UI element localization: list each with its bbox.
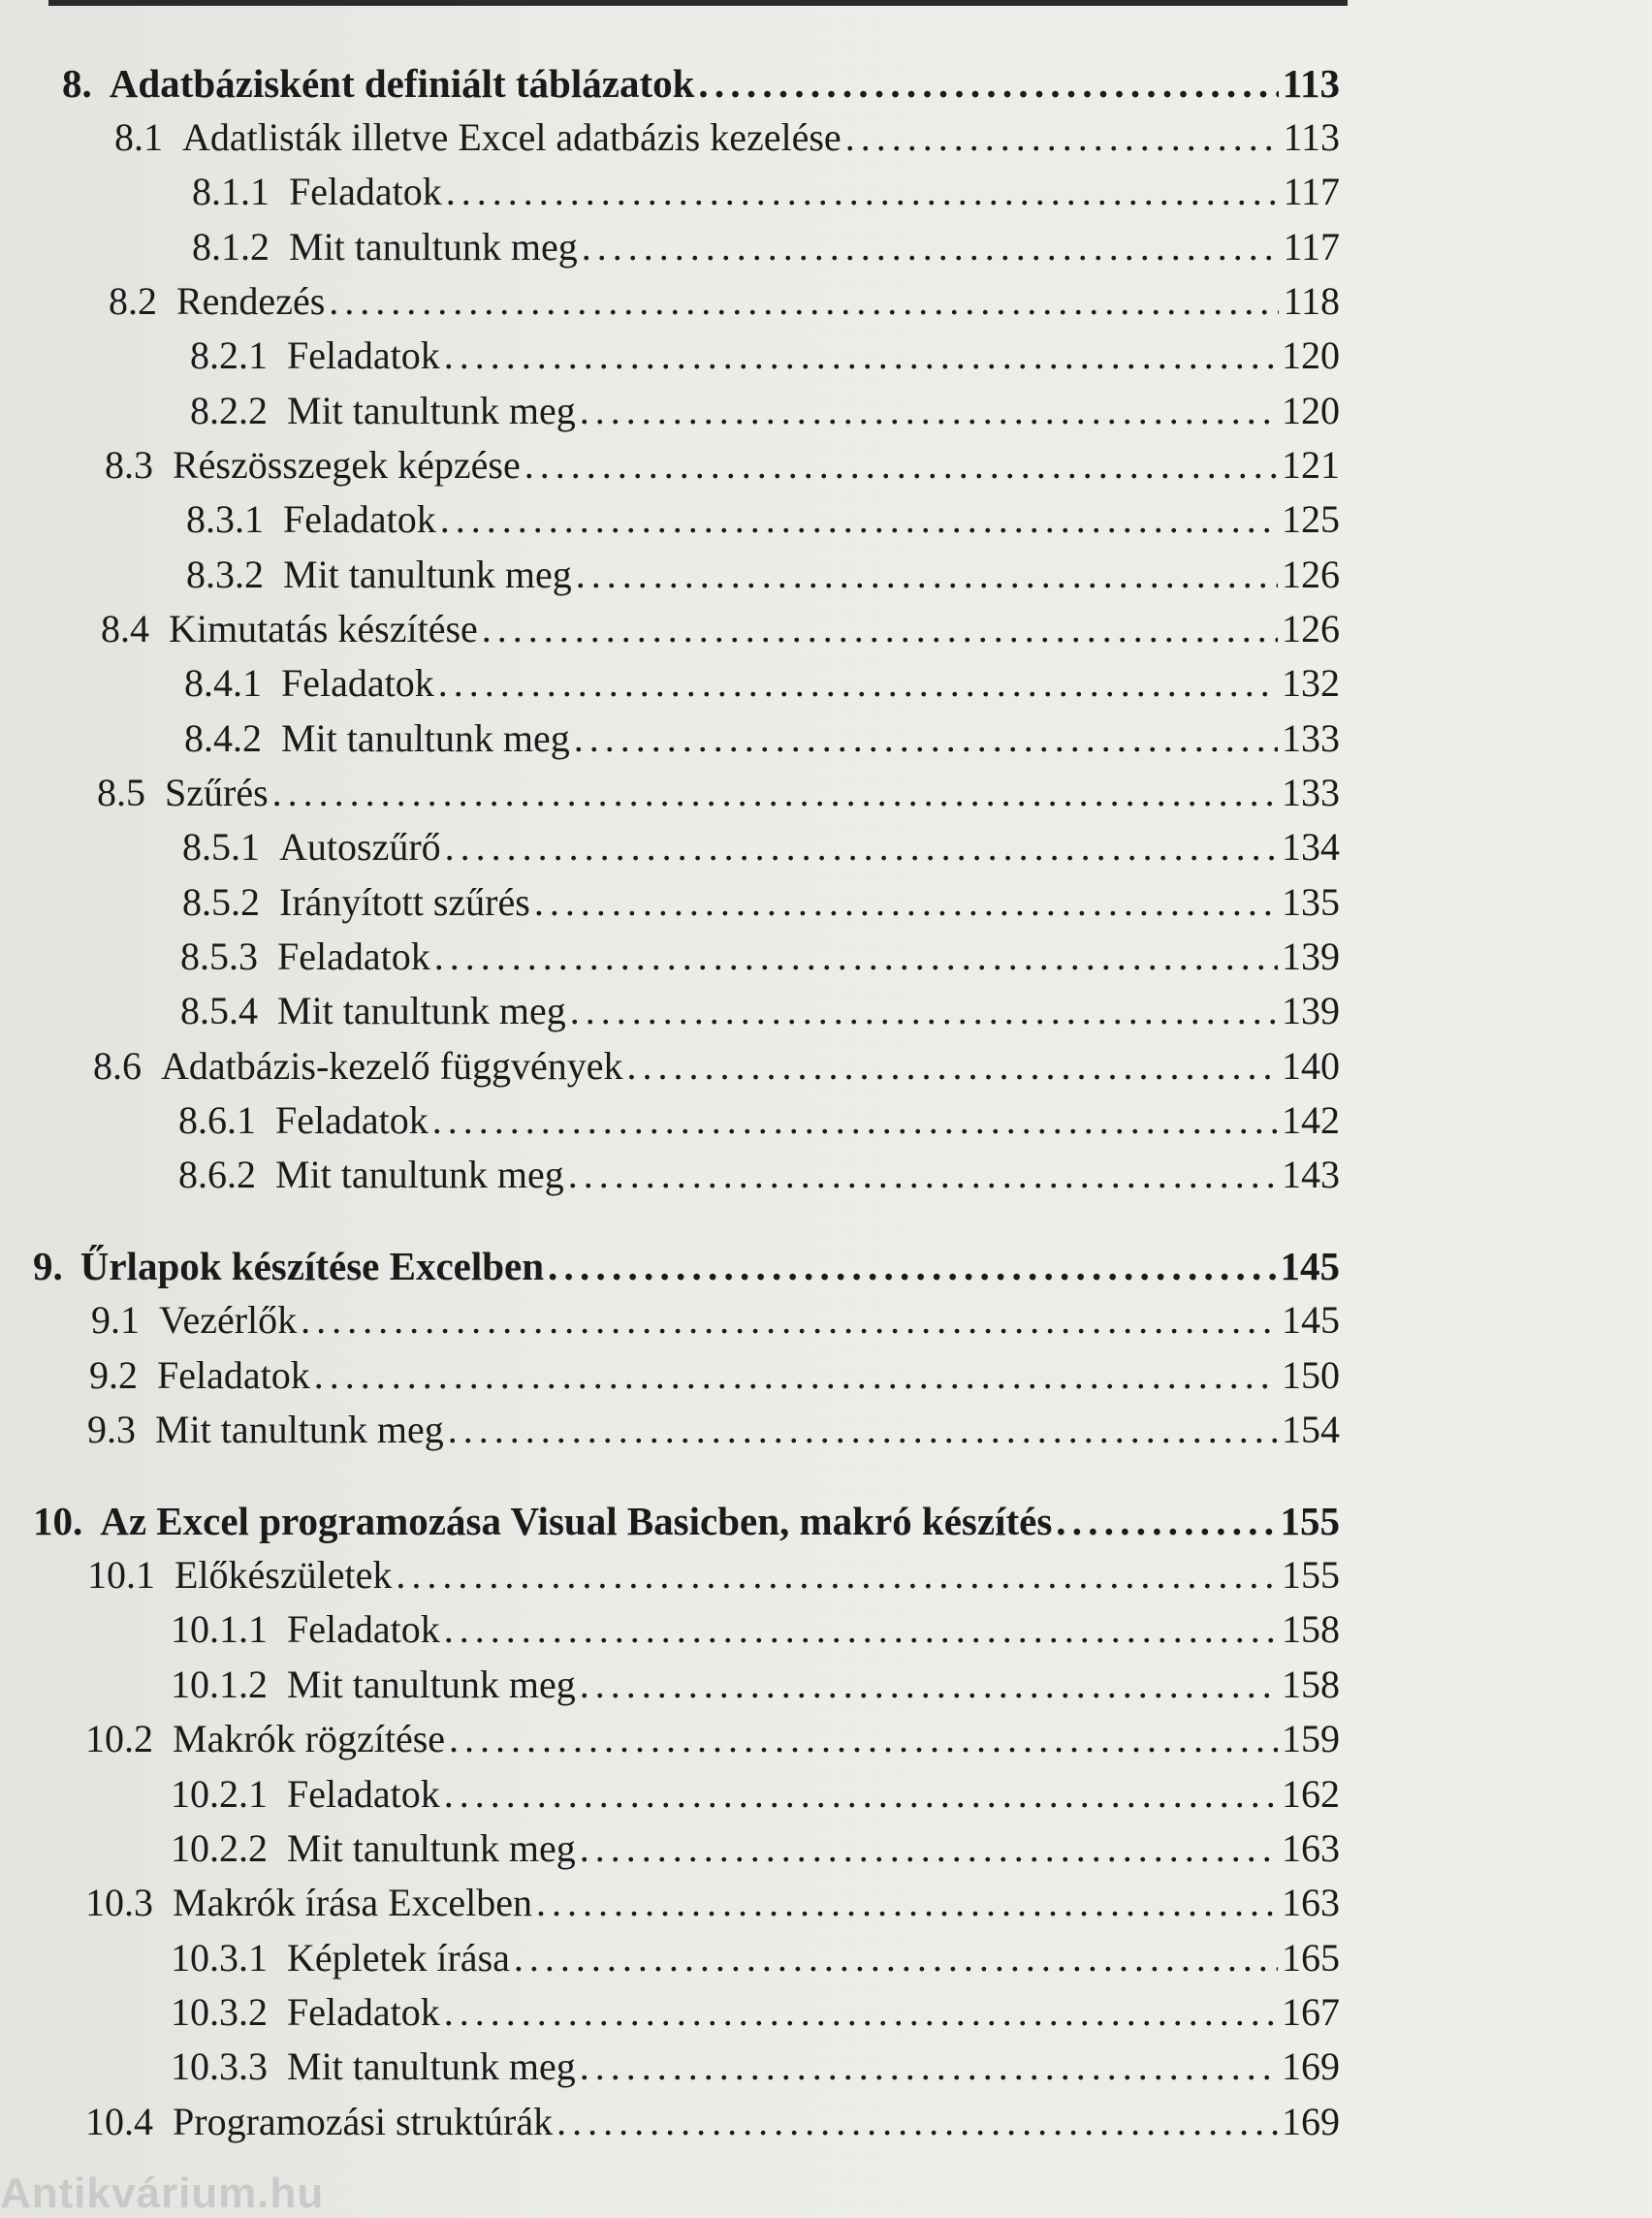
toc-title: Részösszegek képzése	[173, 443, 521, 487]
toc-page-number: 169	[1282, 2044, 1340, 2088]
watermark: Antikvárium.hu	[0, 2170, 325, 2217]
toc-page-number: 132	[1282, 661, 1340, 705]
toc-page-number: 126	[1282, 607, 1340, 650]
toc-entry	[186, 496, 1340, 542]
toc-entry	[171, 1606, 1340, 1652]
dot-leader	[329, 278, 1279, 324]
toc-entry	[89, 1352, 1340, 1398]
dot-leader	[556, 2099, 1278, 2144]
toc-title: Mit tanultunk meg	[155, 1408, 444, 1451]
dot-leader	[570, 988, 1278, 1033]
toc-entry	[171, 1662, 1340, 1707]
dot-leader	[534, 879, 1278, 925]
toc-page-number: 126	[1282, 553, 1340, 596]
toc-number: 10.4	[85, 2100, 153, 2143]
toc-entry	[180, 988, 1340, 1033]
toc-title: Képletek írása	[287, 1936, 510, 1980]
toc-number: 8.2.1	[190, 333, 268, 377]
toc-title: Mit tanultunk meg	[283, 553, 572, 596]
toc-page-number: 155	[1282, 1553, 1340, 1597]
toc-entry	[192, 169, 1340, 214]
toc-number: 8.3	[105, 443, 153, 487]
toc-entry	[190, 388, 1340, 433]
toc-title: Mit tanultunk meg	[287, 2044, 576, 2088]
toc-entry	[85, 1880, 1340, 1925]
toc-page-number: 125	[1282, 497, 1340, 541]
dot-leader	[449, 1716, 1278, 1761]
toc-title: Mit tanultunk meg	[281, 716, 570, 760]
dot-leader	[574, 715, 1278, 761]
toc-title: Mit tanultunk meg	[289, 225, 578, 269]
toc-entry	[101, 606, 1340, 651]
toc-number: 10.2	[85, 1717, 153, 1760]
toc-title: Szűrés	[165, 771, 269, 814]
toc-chapter	[33, 1498, 1340, 1544]
toc-number: 8.5.3	[180, 935, 258, 978]
dot-leader	[580, 1825, 1278, 1871]
dot-leader	[580, 1662, 1278, 1707]
dot-leader	[396, 1552, 1278, 1598]
dot-leader	[514, 1935, 1278, 1980]
toc-entry	[105, 442, 1340, 488]
toc-page-number: 145	[1280, 1244, 1340, 1288]
toc-entry	[171, 1935, 1340, 1980]
dot-leader	[568, 1152, 1278, 1197]
toc-number: 10.2.2	[171, 1826, 268, 1870]
toc-title: Kimutatás készítése	[169, 607, 478, 650]
toc-title: Feladatok	[287, 1607, 440, 1651]
toc-entry	[190, 333, 1340, 378]
toc-title: Mit tanultunk meg	[287, 389, 576, 432]
dot-leader	[444, 1606, 1278, 1652]
toc-number: 8.2.2	[190, 389, 268, 432]
toc-page-number: 113	[1282, 61, 1340, 106]
toc-title: Űrlapok készítése Excelben	[79, 1244, 545, 1288]
toc-page-number: 145	[1282, 1298, 1340, 1342]
toc-number: 10.3	[85, 1881, 153, 1924]
toc-page-number: 113	[1283, 115, 1340, 159]
dot-leader	[432, 1097, 1278, 1143]
toc-number: 10.1.2	[171, 1663, 268, 1706]
dot-leader	[448, 1407, 1278, 1452]
toc-page-number: 142	[1282, 1098, 1340, 1142]
dot-leader	[524, 442, 1278, 488]
toc-page-number: 134	[1282, 825, 1340, 869]
dot-leader	[444, 1771, 1278, 1817]
dot-leader	[1056, 1498, 1276, 1544]
toc-page-number: 163	[1282, 1826, 1340, 1870]
dot-leader	[576, 552, 1278, 597]
toc-number: 8.1	[114, 115, 163, 159]
toc-title: Feladatok	[287, 333, 440, 377]
toc-number: 8.3.2	[186, 553, 264, 596]
toc-number: 10.3.2	[171, 1990, 268, 2034]
dot-leader	[580, 388, 1278, 433]
toc-number: 8.1.1	[192, 170, 270, 213]
toc-number: 8.4	[101, 607, 149, 650]
toc-title: Feladatok	[283, 497, 436, 541]
toc-page-number: 150	[1282, 1353, 1340, 1397]
toc-number: 8.5.4	[180, 989, 258, 1032]
toc-title: Makrók rögzítése	[173, 1717, 446, 1760]
toc-title: Feladatok	[281, 661, 434, 705]
toc-title: Feladatok	[157, 1353, 310, 1397]
toc-page-number: 117	[1283, 170, 1340, 213]
toc-entry	[87, 1552, 1340, 1598]
toc-number: 10.2.1	[171, 1772, 268, 1816]
toc-page-number: 158	[1282, 1663, 1340, 1706]
dot-leader	[444, 1989, 1278, 2035]
toc-page-number: 140	[1282, 1044, 1340, 1088]
dot-leader	[580, 2044, 1278, 2089]
toc-page-number: 165	[1282, 1936, 1340, 1980]
dot-leader	[698, 60, 1278, 107]
toc-page-number: 169	[1282, 2100, 1340, 2143]
toc-number: 10.	[33, 1499, 83, 1543]
toc-number: 8.	[62, 61, 92, 106]
dot-leader	[440, 496, 1278, 542]
toc-title: Irányított szűrés	[279, 880, 530, 924]
toc-entry	[178, 1097, 1340, 1143]
toc-number: 8.2	[109, 279, 157, 323]
dot-leader	[626, 1043, 1278, 1089]
toc-page-number: 133	[1282, 771, 1340, 814]
toc-number: 8.6	[93, 1044, 142, 1088]
toc-number: 9.1	[91, 1298, 140, 1342]
toc-number: 10.3.1	[171, 1936, 268, 1980]
toc-page-number: 158	[1282, 1607, 1340, 1651]
toc-page-number: 118	[1283, 279, 1340, 323]
toc-page-number: 143	[1282, 1153, 1340, 1196]
toc-chapter	[33, 1243, 1340, 1289]
toc-entry	[109, 278, 1340, 324]
toc-number: 8.6.2	[178, 1153, 256, 1196]
toc-number: 8.4.2	[184, 716, 262, 760]
toc-title: Rendezés	[176, 279, 326, 323]
dot-leader	[445, 824, 1278, 870]
toc-title: Autoszűrő	[279, 825, 441, 869]
dot-leader	[548, 1243, 1276, 1289]
toc-entry	[182, 824, 1340, 870]
toc-page-number: 155	[1280, 1499, 1340, 1543]
toc-entry	[87, 1407, 1340, 1452]
toc-entry	[85, 1716, 1340, 1761]
toc-entry	[114, 114, 1340, 160]
toc-entry	[93, 1043, 1340, 1089]
toc-title: Makrók írása Excelben	[173, 1881, 532, 1924]
toc-title: Vezérlők	[159, 1298, 298, 1342]
toc-chapter	[62, 60, 1340, 107]
toc-page-number: 135	[1282, 880, 1340, 924]
toc-title: Feladatok	[289, 170, 442, 213]
toc-number: 8.5.2	[182, 880, 260, 924]
toc-number: 10.1	[87, 1553, 155, 1597]
toc-title: Mit tanultunk meg	[277, 989, 566, 1032]
toc-number: 9.2	[89, 1353, 138, 1397]
toc-entry	[192, 224, 1340, 269]
dot-leader	[582, 224, 1280, 269]
toc-number: 8.3.1	[186, 497, 264, 541]
toc-entry	[182, 879, 1340, 925]
dot-leader	[314, 1352, 1278, 1398]
toc-page-number: 120	[1282, 389, 1340, 432]
toc-title: Feladatok	[277, 935, 430, 978]
toc-title: Adatbázis-kezelő függvények	[161, 1044, 623, 1088]
toc-number: 8.5.1	[182, 825, 260, 869]
toc-entry	[171, 2044, 1340, 2089]
toc-number: 8.5	[97, 771, 145, 814]
toc-entry	[85, 2099, 1340, 2144]
toc-page-number: 121	[1282, 443, 1340, 487]
toc-entry	[91, 1297, 1340, 1343]
toc-title: Mit tanultunk meg	[275, 1153, 564, 1196]
toc-page-number: 162	[1282, 1772, 1340, 1816]
toc-number: 9.3	[87, 1408, 136, 1451]
dot-leader	[434, 934, 1278, 979]
toc-number: 10.3.3	[171, 2044, 268, 2088]
toc-number: 8.1.2	[192, 225, 270, 269]
toc-entry	[171, 1989, 1340, 2035]
toc-page-number: 117	[1283, 225, 1340, 269]
toc-entry	[97, 770, 1340, 815]
toc-page-number: 133	[1282, 716, 1340, 760]
toc-entry	[180, 934, 1340, 979]
toc-entry	[178, 1152, 1340, 1197]
dot-leader	[301, 1297, 1278, 1343]
toc-title: Adatlisták illetve Excel adatbázis kezelése	[182, 115, 842, 159]
toc-page-number: 139	[1282, 989, 1340, 1032]
toc-title: Mit tanultunk meg	[287, 1826, 576, 1870]
toc-title: Programozási struktúrák	[173, 2100, 554, 2143]
dot-leader	[444, 333, 1278, 378]
dot-leader	[272, 770, 1278, 815]
toc-number: 10.1.1	[171, 1607, 268, 1651]
toc-page-number: 120	[1282, 333, 1340, 377]
toc-number: 9.	[33, 1244, 63, 1288]
toc-page-number: 154	[1282, 1408, 1340, 1451]
toc-entry	[186, 552, 1340, 597]
toc-entry	[184, 660, 1340, 706]
dot-leader	[438, 660, 1278, 706]
toc-page-number: 139	[1282, 935, 1340, 978]
toc-entry	[171, 1771, 1340, 1817]
toc-entry	[184, 715, 1340, 761]
toc-title: Adatbázisként definiált táblázatok	[109, 61, 695, 106]
toc-page-number: 159	[1282, 1717, 1340, 1760]
toc-title: Az Excel programozása Visual Basicben, makró készítés	[100, 1499, 1053, 1543]
dot-leader	[482, 606, 1278, 651]
toc-entry	[171, 1825, 1340, 1871]
dot-leader	[536, 1880, 1278, 1925]
toc-page-number: 163	[1282, 1881, 1340, 1924]
toc-page-number: 167	[1282, 1990, 1340, 2034]
toc-number: 8.6.1	[178, 1098, 256, 1142]
dot-leader	[845, 114, 1280, 160]
toc-title: Mit tanultunk meg	[287, 1663, 576, 1706]
toc-title: Feladatok	[275, 1098, 429, 1142]
dot-leader	[446, 169, 1280, 214]
toc-number: 8.4.1	[184, 661, 262, 705]
toc-title: Feladatok	[287, 1990, 440, 2034]
toc-title: Feladatok	[287, 1772, 440, 1816]
toc-title: Előkészületek	[175, 1553, 393, 1597]
